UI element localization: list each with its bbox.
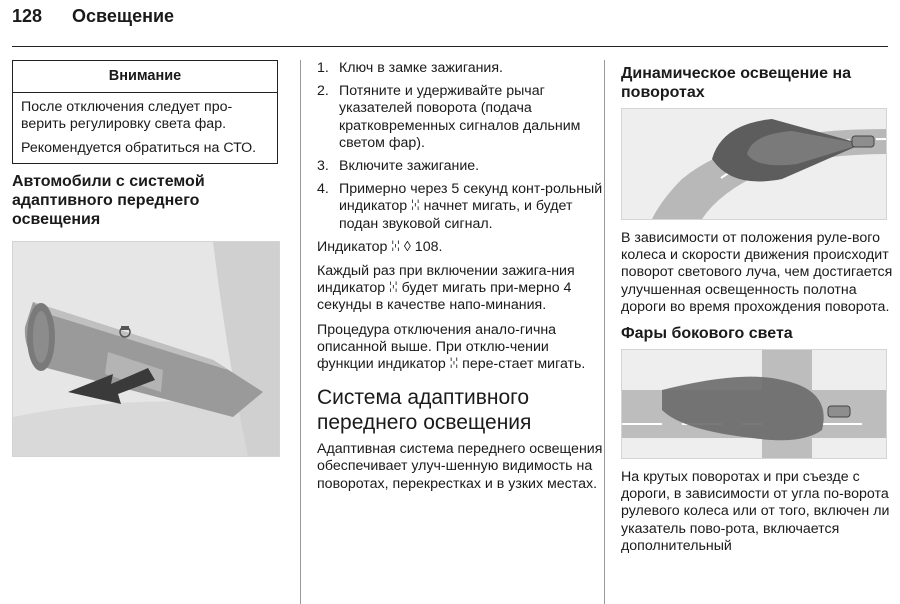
warning-text: После отключения следует про-верить регулировку света фар.: [21, 99, 233, 133]
side-light-illustration: [621, 349, 887, 459]
subsection-heading: Динамическое освещение на поворотах: [621, 65, 852, 101]
subsection-heading: Фары бокового света: [621, 325, 793, 343]
paragraph: В зависимости от положения руле-вого колеса и скорости движения происходит поворот светового луча, чем достигается улучшенная освещенность полотна дороги во время прохождения поворота.: [621, 230, 893, 315]
right-column: [604, 60, 900, 604]
left-column: [12, 60, 280, 457]
paragraph: Адаптивная система переднего освещения обеспечивает улуч-шенную видимость на поворотах, перекрестках и в узких местах.: [317, 441, 603, 492]
warning-body: [13, 93, 277, 163]
middle-column: [300, 60, 607, 604]
subsection-heading: Автомобили с системой адаптивного переднего освещения: [12, 172, 205, 228]
paragraph: Процедура отключения анало-гична описанной выше. При отклю-чении функции индикатор ꔘ пере-стает мигать.: [317, 321, 586, 373]
list-item: 2. Потяните и удерживайте рычаг указателей поворота (подача кратковременных сигналов дальним светом фар).: [317, 83, 581, 151]
turn-signal-lever-illustration: [12, 241, 280, 457]
header-divider: [12, 46, 888, 47]
warning-text: Рекомендуется обратиться на СТО.: [21, 139, 257, 156]
section-heading: Система адаптивного переднего освещения: [317, 386, 532, 435]
section-title: Освещение: [72, 6, 175, 26]
indicator-reference: Индикатор ꔘ ◊ 108.: [317, 238, 443, 255]
page-number: 128: [12, 6, 43, 26]
paragraph: На крутых поворотах и при съезде с дороги, в зависимости от угла по-ворота рулевого колеса или от того, включен ли указатель пово-рота, включается дополнительный: [621, 469, 890, 554]
steps-list: [317, 60, 607, 233]
paragraph: Каждый раз при включении зажига-ния индикатор ꔘ будет мигать при-мерно 4 секунды в качестве напо-минания.: [317, 263, 575, 314]
list-item: 3. Включите зажигание.: [317, 158, 480, 175]
list-item: 4. Примерно через 5 секунд конт-рольный индикатор ꔘ начнет мигать, и будет подан звуковой сигнал.: [317, 181, 603, 232]
warning-title: Внимание: [13, 61, 277, 93]
list-item: 1. Ключ в замке зажигания.: [317, 60, 503, 76]
page-header: [12, 6, 174, 30]
warning-box: [12, 60, 278, 164]
dynamic-cornering-light-illustration: [621, 108, 887, 220]
